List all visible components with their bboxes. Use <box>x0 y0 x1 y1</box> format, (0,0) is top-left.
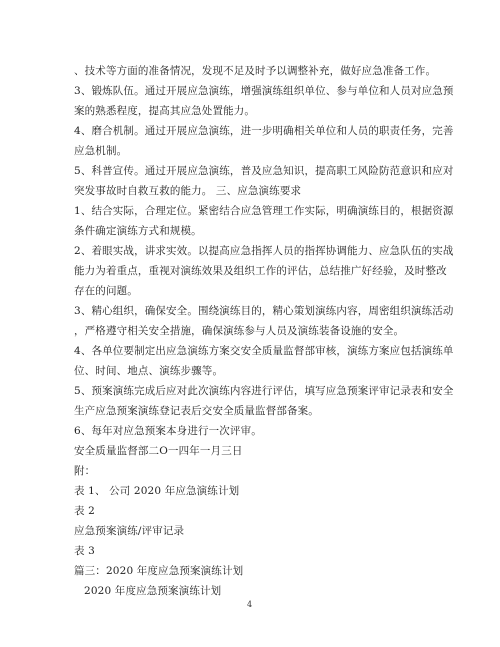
text-line: 6、每年对应急预案本身进行一次评审。 <box>74 425 262 437</box>
text-line: 突发事故时自救互救的能力。 三、应急演练要求 <box>74 185 302 197</box>
text-line: 存在的问题。 <box>74 285 138 297</box>
section-title: 2020 年度应急预案演练计划 <box>84 585 222 597</box>
text-line: 案的熟悉程度，提高其应急处置能力。 <box>74 105 256 117</box>
text-line: 2、着眼实战，讲求实效。以提高应急指挥人员的指挥协调能力、应急队伍的实战 <box>74 245 454 257</box>
text-line: 、技术等方面的准备情况，发现不足及时予以调整补充，做好应急准备工作。 <box>74 65 437 77</box>
text-line: 3、锻炼队伍。通过开展应急演练，增强演练组织单位、参与单位和人员对应急预 <box>74 85 454 97</box>
text-line: 位、时间、地点、演练步骤等。 <box>74 365 224 377</box>
page-number: 4 <box>247 600 253 609</box>
text-line: 生产应急预案演练登记表后交安全质量监督部备案。 <box>74 405 319 417</box>
appendix-heading: 附： <box>74 465 96 477</box>
text-line: ，严格遵守相关安全措施，确保演练参与人员及演练装备设施的安全。 <box>74 325 405 337</box>
appendix-item: 表 2 <box>74 505 95 517</box>
text-line: 3、精心组织，确保安全。围绕演练目的，精心策划演练内容，周密组织演练活动 <box>74 305 454 317</box>
section-heading: 篇三：2020 年度应急预案演练计划 <box>74 565 244 577</box>
text-line: 能力为着重点，重视对演练效果及组织工作的评估，总结推广好经验，及时整改 <box>74 265 447 277</box>
text-line: 4、磨合机制。通过开展应急演练，进一步明确相关单位和人员的职责任务，完善 <box>74 125 454 137</box>
text-line: 4、各单位要制定出应急演练方案交安全质量监督部审核，演练方案应包括演练单 <box>74 345 454 357</box>
text-line: 5、预案演练完成后应对此次演练内容进行评估，填写应急预案评审记录表和安全 <box>74 385 454 397</box>
appendix-item: 表 1、 公司 2020 年应急演练计划 <box>74 485 240 497</box>
signature-line: 安全质量监督部二O一四年一月三日 <box>74 445 243 457</box>
text-line: 应急机制。 <box>74 145 128 157</box>
appendix-item: 应急预案演练/评审记录 <box>74 525 185 537</box>
text-line: 5、科普宣传。通过开展应急演练，普及应急知识，提高职工风险防范意识和应对 <box>74 165 454 177</box>
text-line: 1、结合实际，合理定位。紧密结合应急管理工作实际，明确演练目的，根据资源 <box>74 205 454 217</box>
appendix-item: 表 3 <box>74 545 95 557</box>
text-line: 条件确定演练方式和规模。 <box>74 225 202 237</box>
